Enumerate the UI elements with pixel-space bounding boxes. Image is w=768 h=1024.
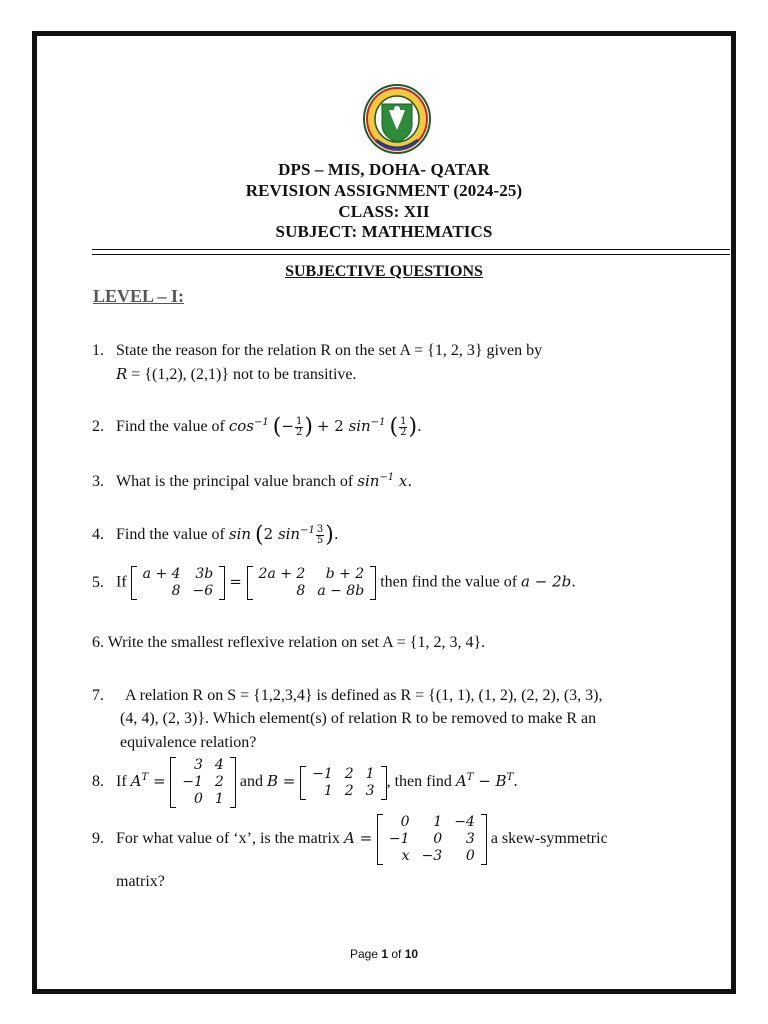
question-6: 6. Write the smallest reflexive relation on set A = {1, 2, 3, 4}. bbox=[92, 634, 486, 651]
level-heading: LEVEL – I: bbox=[93, 286, 185, 306]
question-7-line2: (4, 4), (2, 3)}. Which element(s) of relation R to be removed to make R an bbox=[120, 710, 597, 727]
header-rule-top bbox=[92, 249, 730, 250]
question-2: 2. Find the value of $\cos^{-1}$ (− $\frac{1}{2}$ ) + 2 $\sin^{-1}$ ( $\frac{1}{2}$ ). bbox=[92, 414, 422, 440]
matrix-left: a + 4 3b 8 −6 bbox=[131, 566, 226, 600]
question-3: 3. What is the principal value branch of $\sin^{-1} x$. bbox=[92, 472, 413, 490]
question-4: 4. Find the value of sin (2 $\sin^{-1}$ $\frac{3}{5}$ ). bbox=[92, 522, 339, 548]
question-9-line2: matrix? bbox=[116, 873, 165, 890]
class-label: CLASS: XII bbox=[338, 202, 430, 221]
school-logo-icon bbox=[362, 82, 432, 158]
header-rule-bottom bbox=[92, 254, 730, 255]
matrix-a: 0 1 −4 −1 0 3 x −3 0 bbox=[377, 814, 487, 865]
matrix-a-transpose: 3 4 −1 2 0 1 bbox=[170, 757, 236, 808]
assignment-title: REVISION ASSIGNMENT (2024-25) bbox=[245, 181, 523, 200]
question-5: 5. If a + 4 3b 8 −6 = 2a + 2 b + 2 8 a − 8b then find the value of a − 2b. bbox=[92, 566, 577, 599]
matrix-b: −1 2 1 1 2 3 bbox=[300, 766, 386, 800]
question-9: 9. For what value of ‘x’, is the matrix A = 0 1 −4 −1 0 3 x −3 0 a skew-symmetric bbox=[92, 814, 608, 864]
question-7: 7. A relation R on S = {1,2,3,4} is defined as R = {(1, 1), (1, 2), (2, 2), (3, 3), bbox=[92, 687, 603, 704]
question-1: 1. State the reason for the relation R on the set A = {1, 2, 3} given by bbox=[92, 342, 543, 359]
question-8: 8. If $A^T$ = 3 4 −1 2 0 1 and B = −1 2 1 1 2 3 , then find $A^T - B^T$. bbox=[92, 757, 519, 807]
page-number: Page 1 of 10 bbox=[349, 947, 419, 961]
question-1-line2: R = {(1,2), (2,1)} not to be transitive. bbox=[116, 365, 357, 383]
subject-label: SUBJECT: MATHEMATICS bbox=[275, 222, 493, 241]
school-name: DPS – MIS, DOHA- QATAR bbox=[278, 160, 490, 179]
section-title: SUBJECTIVE QUESTIONS bbox=[285, 263, 483, 280]
matrix-right: 2a + 2 b + 2 8 a − 8b bbox=[247, 566, 377, 600]
question-7-line3: equivalence relation? bbox=[120, 734, 257, 751]
